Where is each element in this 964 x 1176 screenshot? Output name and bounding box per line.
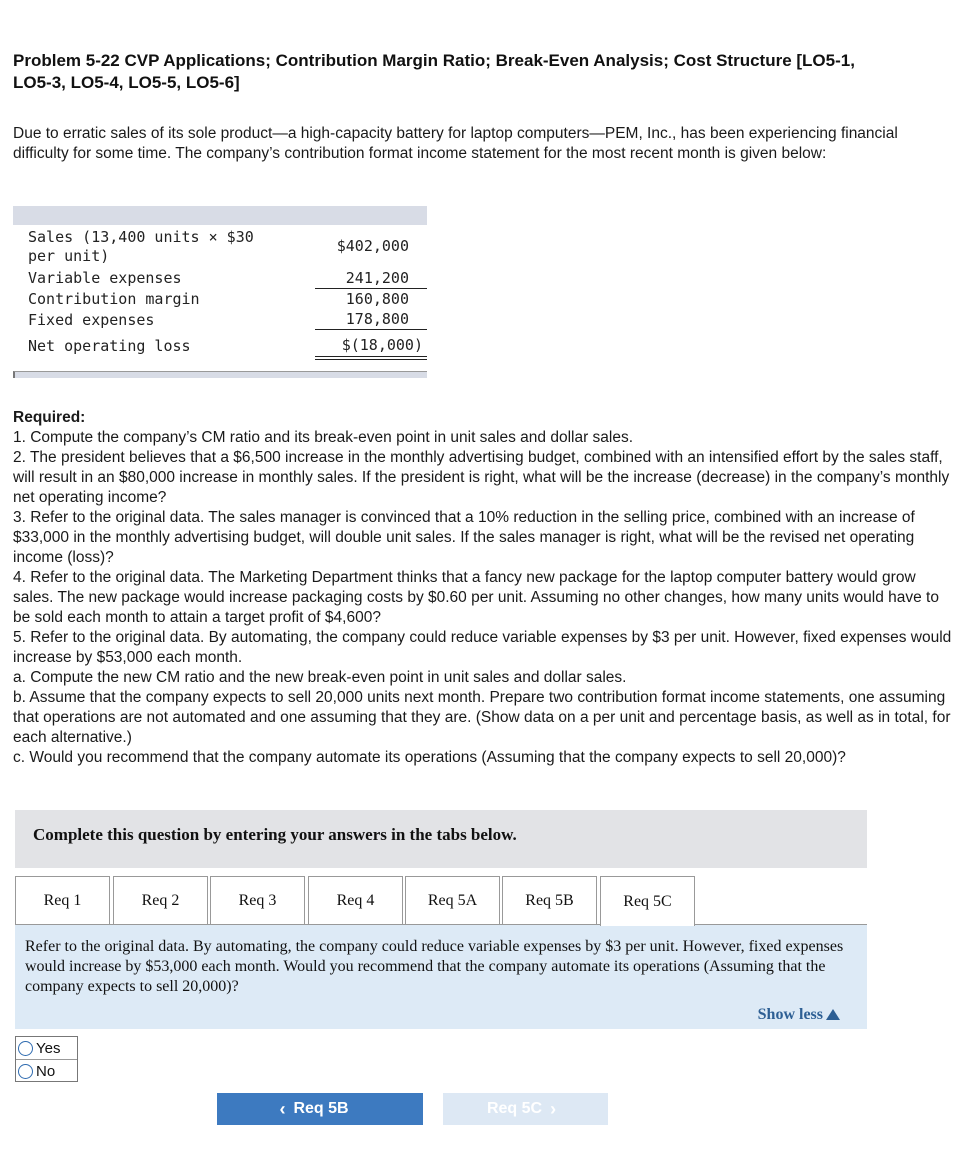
tab-req-3[interactable]: Req 3 bbox=[210, 876, 305, 925]
problem-title bbox=[13, 50, 953, 94]
required-item-3: 3. Refer to the original data. The sales manager is convinced that a 10% reduction in the selling price, combined with an increase of $33,000 in the monthly advertising budget, will double unit sales. If the sales manager is right, what will be the revised net operating income (loss)? bbox=[13, 509, 915, 566]
triangle-up-icon[interactable] bbox=[826, 1009, 840, 1020]
contribution-margin-label: Contribution margin bbox=[28, 290, 200, 308]
answer-options bbox=[15, 1036, 78, 1082]
problem-title-line-2: LO5-3, LO5-4, LO5-5, LO5-6] bbox=[13, 73, 240, 92]
net-operating-loss-value: $(18,000) bbox=[341, 336, 423, 354]
next-req-label: Req 5C bbox=[486, 1100, 543, 1117]
sales-value: $402,000 bbox=[336, 237, 409, 255]
sales-label-line-1: Sales (13,400 units × $30 bbox=[28, 228, 254, 246]
option-yes-label: Yes bbox=[36, 1039, 61, 1057]
statement-header-bar bbox=[13, 206, 427, 225]
instruction-panel bbox=[15, 810, 867, 868]
chevron-left-icon: ‹ bbox=[279, 1098, 286, 1119]
statement-footer-bar bbox=[13, 371, 427, 378]
required-item-5c: c. Would you recommend that the company automate its operations (Assuming that the company expects to sell 20,000)? bbox=[13, 749, 846, 766]
next-req-button bbox=[443, 1093, 608, 1125]
required-item-2: 2. The president believes that a $6,500 increase in the monthly advertising budget, combined with an intensified effort by the sales staff, will result in an $80,000 increase in monthly sales. If the president is right, what will be the increase (decrease) in the company’s monthly net operating income? bbox=[13, 449, 950, 506]
variable-expenses-value: 241,200 bbox=[345, 269, 409, 287]
tab-req-5b[interactable]: Req 5B bbox=[502, 876, 597, 925]
problem-title-line-1: Problem 5-22 CVP Applications; Contribution Margin Ratio; Break-Even Analysis; Cost Structure [LO5-1, bbox=[13, 51, 855, 70]
option-yes[interactable] bbox=[18, 1037, 60, 1059]
required-heading: Required: bbox=[13, 409, 86, 426]
fixed-expenses-label: Fixed expenses bbox=[28, 311, 155, 329]
total-underline bbox=[315, 329, 427, 330]
prev-req-label: Req 5B bbox=[293, 1100, 349, 1117]
show-less-link[interactable]: Show less bbox=[757, 1006, 823, 1023]
double-underline-bottom bbox=[315, 359, 427, 360]
question-text: Refer to the original data. By automating, the company could reduce variable expenses by $3 per unit. However, fixed expenses would increase by $53,000 each month. Would you recommend that the company automate its operations (Assuming that the company expects to sell 20,000)? bbox=[25, 938, 844, 995]
sales-label-line-2: per unit) bbox=[28, 247, 110, 265]
tab-req-1[interactable]: Req 1 bbox=[15, 876, 110, 925]
option-no[interactable] bbox=[18, 1060, 55, 1082]
radio-icon[interactable] bbox=[18, 1064, 33, 1079]
income-statement bbox=[13, 206, 427, 378]
fixed-expenses-value: 178,800 bbox=[345, 310, 409, 328]
required-item-4: 4. Refer to the original data. The Marketing Department thinks that a fancy new package for the laptop computer battery would grow sales. The new package would increase packaging costs by $0.60 per unit. Assuming no other changes, how many units would have to be sold each month to attain a target profit of $4,600? bbox=[13, 569, 939, 626]
instruction-text: Complete this question by entering your answers in the tabs below. bbox=[33, 825, 517, 844]
required-item-1: 1. Compute the company’s CM ratio and its break-even point in unit sales and dollar sales. bbox=[13, 429, 634, 446]
radio-icon[interactable] bbox=[18, 1041, 33, 1056]
tab-req-4[interactable]: Req 4 bbox=[308, 876, 403, 925]
tab-req-2[interactable]: Req 2 bbox=[113, 876, 208, 925]
required-item-5: 5. Refer to the original data. By automating, the company could reduce variable expenses by $3 per unit. However, fixed expenses would increase by $53,000 each month. bbox=[13, 629, 952, 666]
prev-req-button[interactable] bbox=[217, 1093, 423, 1125]
double-underline-top bbox=[315, 356, 427, 357]
option-no-label: No bbox=[36, 1062, 56, 1080]
tab-req-5c[interactable]: Req 5C bbox=[600, 876, 695, 926]
question-box bbox=[15, 925, 867, 1029]
contribution-margin-value: 160,800 bbox=[345, 290, 409, 308]
required-section bbox=[13, 408, 953, 768]
required-item-5b: b. Assume that the company expects to sell 20,000 units next month. Prepare two contribution format income statements, one assuming that operations are not automated and one assuming that they are. (Show data on a per unit and percentage basis, as well as in total, for each alternative.) bbox=[13, 689, 951, 746]
problem-intro: Due to erratic sales of its sole product—a high-capacity battery for laptop computers—PEM, Inc., has been experiencing financial difficulty for some time. The company’s contribution format income statement for the most recent month is given below: bbox=[13, 125, 898, 162]
required-item-5a: a. Compute the new CM ratio and the new break-even point in unit sales and dollar sales. bbox=[13, 669, 627, 686]
variable-expenses-label: Variable expenses bbox=[28, 269, 182, 287]
chevron-right-icon: › bbox=[550, 1098, 557, 1119]
tab-req-5a[interactable]: Req 5A bbox=[405, 876, 500, 925]
net-operating-loss-label: Net operating loss bbox=[28, 337, 191, 355]
